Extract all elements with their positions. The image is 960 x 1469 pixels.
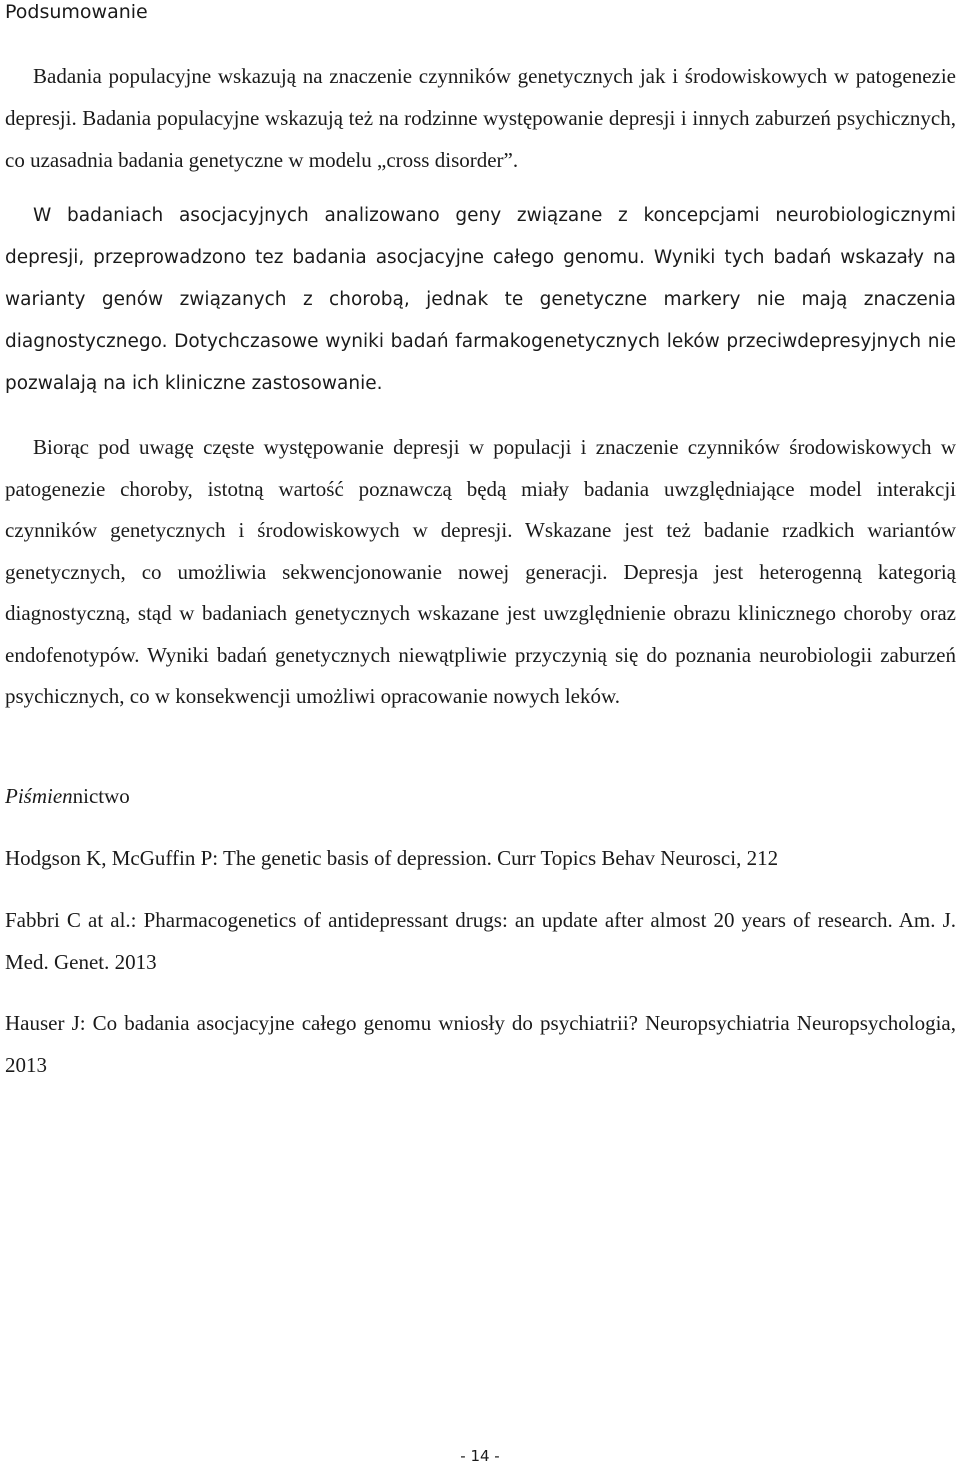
reference-item: Hauser J: Co badania asocjacyjne całego genomu wniosły do psychiatrii? Neuropsychiatria Neuropsychologia, 2013	[5, 1011, 956, 1077]
section-heading: Podsumowanie	[5, 1, 148, 23]
reference-item: Fabbri C at al.: Pharmacogenetics of antidepressant drugs: an update after almost 20 years of research. Am. J. Med. Genet. 2013	[5, 908, 956, 974]
paragraph-populacyjne: Badania populacyjne wskazują na znaczenie czynników genetycznych jak i środowiskowych w patogenezie depresji. Badania populacyjne wskazują też na rodzinne występowanie depresji i innych zaburzeń psychicznych, co uzasadnia badania genetyczne w modelu „cross disorder”.	[5, 64, 956, 172]
paragraph-asocjacyjne: W badaniach asocjacyjnych analizowano geny związane z koncepcjami neurobiologicznymi depresji, przeprowadzono tez badania asocjacyjne całego genomu. Wyniki tych badań wskazały na warianty genów związanych z chorobą, jednak te genetyczne markery nie mają znaczenia diagnostycznego. Dotychczasowe wyniki badań farmakogenetycznych leków przeciwdepresyjnych nie pozwalają na ich kliniczne zastosowanie.	[5, 205, 956, 394]
page-number: - 14 -	[460, 1447, 500, 1465]
references-heading	[5, 780, 130, 812]
paragraph-wnioski: Biorąc pod uwagę częste występowanie depresji w populacji i znaczenie czynników środowiskowych w patogenezie choroby, istotną wartość poznawczą będą miały badania uwzględniające model interakcji czynników genetycznych i środowiskowych w depresji. Wskazane jest też badanie rzadkich wariantów genetycznych, co umożliwia sekwencjonowanie nowej generacji. Depresja jest heterogenną kategorią diagnostyczną, stąd w badaniach genetycznych wskazane jest uwzględnienie obrazu klinicznego choroby oraz endofenotypów. Wyniki badań genetycznych niewątpliwie przyczynią się do poznania neurobiologii zaburzeń psychicznych, co w konsekwencji umożliwi opracowanie nowych leków.	[5, 435, 956, 708]
references-heading-rest: nictwo	[72, 784, 130, 808]
references-heading-italic: Piśmien	[5, 784, 73, 808]
reference-item: Hodgson K, McGuffin P: The genetic basis of depression. Curr Topics Behav Neurosci, 212	[5, 846, 779, 870]
